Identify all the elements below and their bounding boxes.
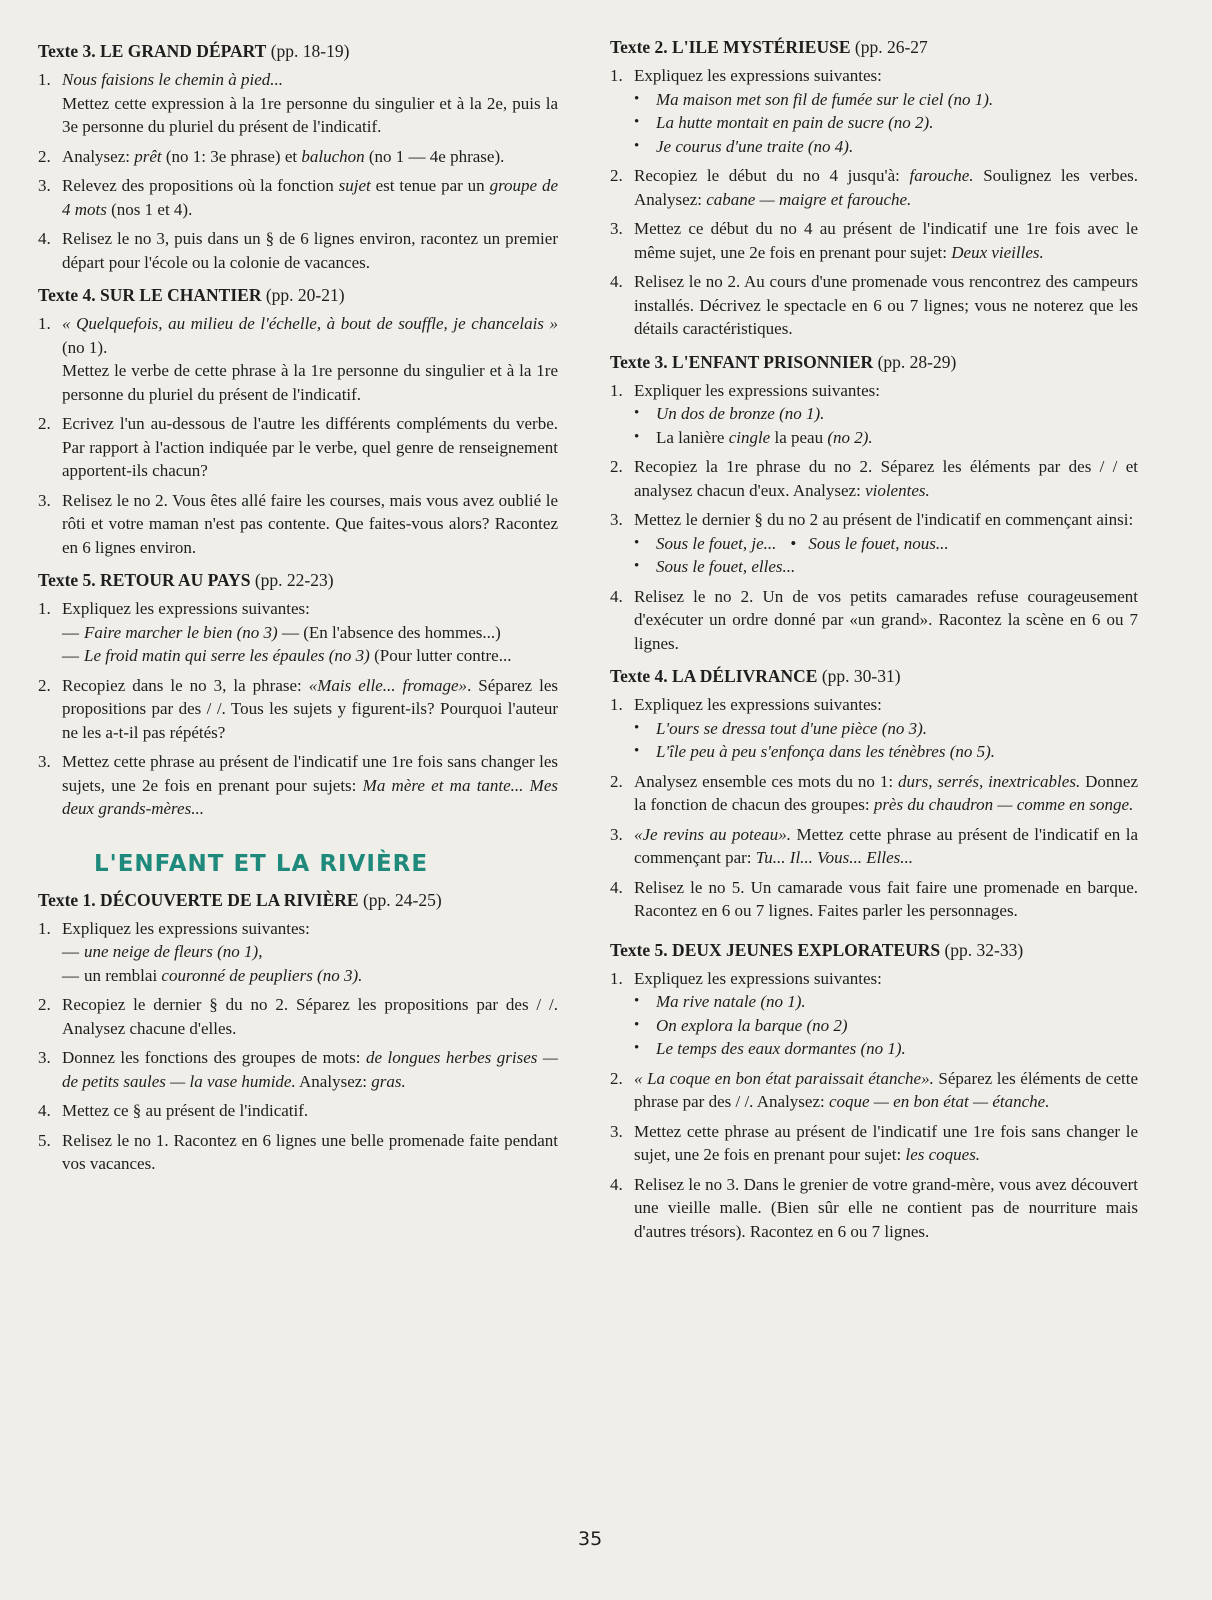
section-title: Texte 4. SUR LE CHANTIER (pp. 20-21): [38, 285, 345, 305]
section-enfant-prisonnier: [610, 351, 1138, 656]
right-column: [610, 36, 1138, 1253]
exercise-item: 1. Expliquez les expressions suivantes: • Ma rive natale (no 1). • On explora la barque (no 2) • Le temps des eaux dormantes (no 1).: [610, 968, 906, 1058]
exercise-item: 3. Donnez les fonctions des groupes de mots: de longues herbes grises — de petits saules — la vase humide. Analysez: gras.: [38, 1048, 558, 1091]
exercise-item: 2. Ecrivez l'un au-dessous de l'autre les différents compléments du verbe. Par rapport à l'action indiquée par le verbe, quel genre de renseignement apportent-ils chacun?: [38, 414, 558, 480]
section-ile-mysterieuse: [610, 36, 1138, 341]
exercise-item: 4. Relisez le no 2. Au cours d'une promenade vous rencontrez des campeurs installés. Décrivez le spectacle en 6 ou 7 lignes; vous ne noterez que les détails caractéristiques.: [610, 272, 1138, 338]
exercise-item: 2. Recopiez dans le no 3, la phrase: «Mais elle... fromage». Séparez les propositions par des / /. Tous les sujets y figurent-ils? Pourquoi l'auteur ne les a-t-il pas répétés?: [38, 675, 558, 742]
exercise-item: 1. Nous faisions le chemin à pied... Mettez cette expression à la 1re personne du singulier et à la 2e, puis la 3e personne du pluriel du présent de l'indicatif.: [38, 70, 558, 136]
exercise-item: 5. Relisez le no 1. Racontez en 6 lignes une belle promenade faite pendant vos vacances.: [38, 1130, 558, 1173]
exercise-item: 4. Relisez le no 2. Un de vos petits camarades refuse courageusement d'exécuter un ordre donné par «un grand». Racontez la scène en 6 ou 7 lignes.: [610, 586, 1138, 653]
exercise-item: 2. Recopiez la 1re phrase du no 2. Séparez les éléments par des / / et analysez chacun d'eux. Analysez: violentes.: [610, 457, 1138, 500]
section-deux-jeunes-explorateurs: [610, 939, 1138, 1244]
exercise-item: 1. Expliquez les expressions suivantes: • L'ours se dressa tout d'une pièce (no 3). • L'île peu à peu s'enfonça dans les ténèbres (no 5).: [610, 695, 996, 761]
exercise-item: 1. Expliquez les expressions suivantes: • Ma maison met son fil de fumée sur le ciel (no 1). • La hutte montait en pain de sucre (no 2). • Je courus d'une traite (no 4).: [610, 66, 994, 156]
exercise-item: 3. Mettez le dernier § du no 2 au présent de l'indicatif en commençant ainsi: • Sous le fouet, je... • Sous le fouet, nous... • Sous le fouet, elles...: [610, 510, 1134, 576]
exercise-item: 2. « La coque en bon état paraissait étanche». Séparez les éléments de cette phrase par des / /. Analysez: coque — en bon état — étanche.: [610, 1068, 1138, 1111]
section-retour-au-pays: [38, 569, 558, 821]
section-title: Texte 5. DEUX JEUNES EXPLORATEURS (pp. 32-33): [610, 939, 1024, 960]
exercise-item: 4. Relisez le no 3, puis dans un § de 6 lignes environ, racontez un premier départ pour l'école ou la colonie de vacances.: [38, 229, 558, 272]
section-decouverte-riviere: [38, 889, 558, 1176]
chapter-title: L'ENFANT ET LA RIVIÈRE: [94, 850, 429, 877]
exercise-item: 3. Mettez ce début du no 4 au présent de l'indicatif une 1re fois avec le même sujet, une 2e fois en prenant pour sujet: Deux vieilles.: [610, 219, 1138, 262]
exercise-item: 1. Expliquez les expressions suivantes: — Faire marcher le bien (no 3) — (En l'absence des hommes...) — Le froid matin qui serre les épaules (no 3) (Pour lutter contre...: [38, 599, 512, 665]
section-title: Texte 2. L'ILE MYSTÉRIEUSE (pp. 26-27: [610, 37, 928, 57]
exercise-item: 4. Relisez le no 5. Un camarade vous fait faire une promenade en barque. Racontez en 6 ou 7 lignes. Faites parler les personnages.: [610, 877, 1138, 920]
exercise-item: 1. Expliquez les expressions suivantes: — une neige de fleurs (no 1), — un remblai couronné de peupliers (no 3).: [38, 918, 363, 985]
page-number: 35: [578, 1528, 603, 1550]
exercise-item: 2. Recopiez le dernier § du no 2. Séparez les propositions par des / /. Analysez chacune d'elles.: [38, 995, 558, 1038]
section-title: Texte 1. DÉCOUVERTE DE LA RIVIÈRE (pp. 24-25): [38, 889, 442, 910]
section-title: Texte 5. RETOUR AU PAYS (pp. 22-23): [38, 570, 334, 590]
exercise-item: 1. « Quelquefois, au milieu de l'échelle, à bout de souffle, je chancelais » (no 1). Mettez le verbe de cette phrase à la 1re personne du singulier et à la 1re personne du pluriel du présent de l'indicatif.: [38, 314, 558, 404]
exercise-item: 3. Relevez des propositions où la fonction sujet est tenue par un groupe de 4 mots (nos 1 et 4).: [38, 176, 559, 219]
exercise-item: 2. Analysez ensemble ces mots du no 1: durs, serrés, inextricables. Donnez la fonction de chacun des groupes: près du chaudron — comme en songe.: [610, 771, 1139, 814]
section-delivrance: [610, 665, 1138, 923]
exercise-item: 4. Mettez ce § au présent de l'indicatif.: [38, 1101, 309, 1120]
exercise-item: 2. Analysez: prêt (no 1: 3e phrase) et baluchon (no 1 — 4e phrase).: [38, 146, 505, 166]
section-grand-depart: [38, 40, 558, 274]
section-title: Texte 3. L'ENFANT PRISONNIER (pp. 28-29): [610, 351, 957, 372]
section-sur-le-chantier: [38, 284, 558, 559]
exercise-item: 3. Relisez le no 2. Vous êtes allé faire les courses, mais vous avez oublié le rôti et votre maman n'est pas contente. Que faites-vous alors? Racontez en 6 lignes environ.: [38, 490, 558, 557]
exercise-item: 3. Mettez cette phrase au présent de l'indicatif une 1re fois sans changer le sujet, une 2e fois en prenant pour sujet: les coques.: [610, 1121, 1138, 1164]
exercise-item: 3. Mettez cette phrase au présent de l'indicatif une 1re fois sans changer les sujets, une 2e fois en prenant pour sujets: Ma mère et ma tante... Mes deux grands-mères...: [38, 752, 558, 818]
section-title: Texte 3. LE GRAND DÉPART (pp. 18-19): [38, 41, 350, 61]
exercise-item: 3. «Je revins au poteau». Mettez cette phrase au présent de l'indicatif en la commençant par: Tu... Il... Vous... Elles...: [610, 824, 1138, 867]
exercise-item: 4. Relisez le no 3. Dans le grenier de votre grand-mère, vous avez découvert une vieille malle. (Bien sûr elle ne contient pas de nourriture mais d'autres trésors). Racontez en 6 ou 7 lignes.: [610, 1174, 1138, 1241]
exercise-item: 1. Expliquer les expressions suivantes: • Un dos de bronze (no 1). • La lanière cingle la peau (no 2).: [610, 380, 880, 447]
section-title: Texte 4. LA DÉLIVRANCE (pp. 30-31): [610, 666, 901, 686]
exercise-item: 2. Recopiez le début du no 4 jusqu'à: farouche. Soulignez les verbes. Analysez: cabane — maigre et farouche.: [610, 166, 1139, 209]
left-column: [38, 40, 558, 1186]
